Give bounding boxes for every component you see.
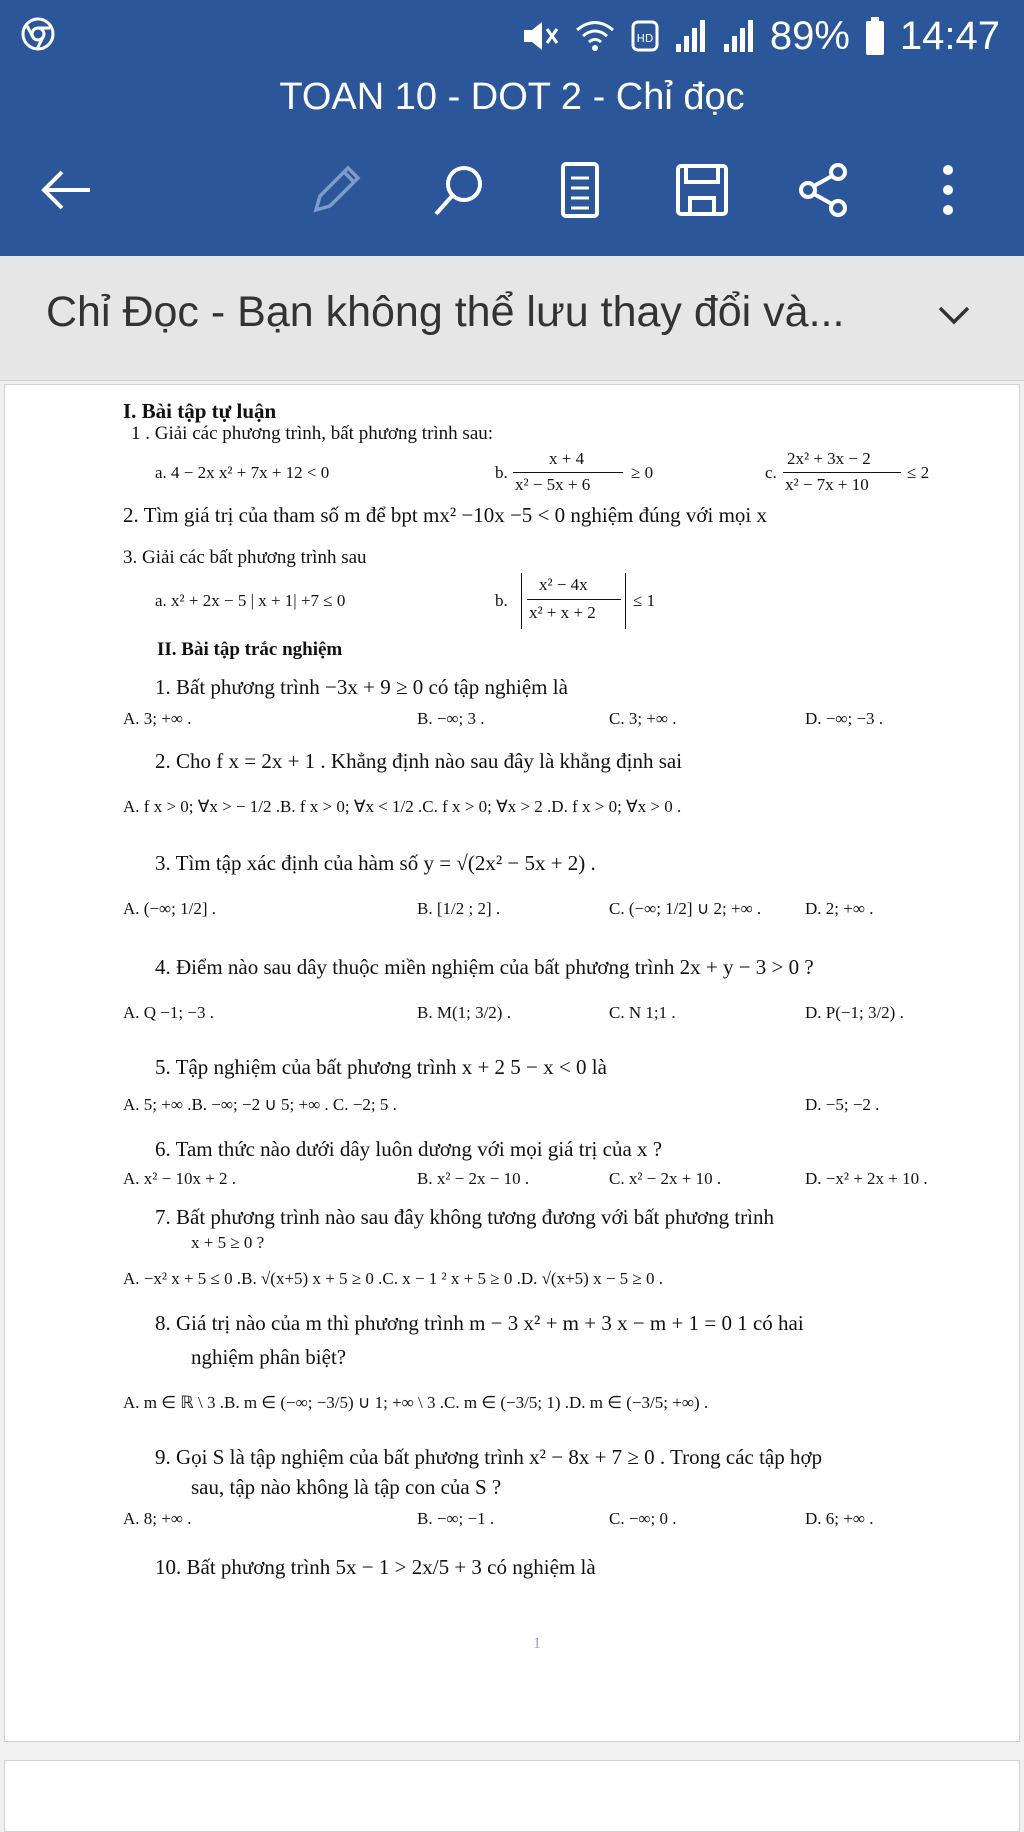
- mcq-1-option-c: C. 3; +∞ .: [609, 709, 677, 728]
- more-vert-icon: [938, 160, 958, 220]
- mcq-4: 4. Điểm nào sau dây thuộc miền nghiệm của bất phương trình 2x + y − 3 > 0 ?: [155, 955, 814, 979]
- mcq-3-option-c: C. (−∞; 1/2] ∪ 2; +∞ .: [609, 899, 762, 918]
- mcq-4-option-a: A. Q −1; −3 .: [123, 1003, 214, 1022]
- mute-icon: [520, 18, 560, 54]
- mcq-3-option-b: B. [1/2 ; 2] .: [417, 899, 501, 918]
- share-button[interactable]: [784, 150, 864, 230]
- mcq-2: 2. Cho f x = 2x + 1 . Khẳng định nào sau đây là khẳng định sai: [155, 749, 683, 773]
- mcq-8-line-2: nghiệm phân biệt?: [191, 1345, 347, 1369]
- more-options-button[interactable]: [908, 150, 988, 230]
- read-only-message: Chỉ Đọc - Bạn không thể lưu thay đổi và...: [46, 288, 845, 336]
- mcq-6-option-a: A. x² − 10x + 2 .: [123, 1169, 237, 1188]
- page-number: 1: [533, 1635, 541, 1652]
- mcq-1-option-a: A. 3; +∞ .: [123, 709, 192, 728]
- document-content: I. Bài tập tự luận 1 . Giải các phương trình, bất phương trình sau: a. 4 − 2x x² + 7x + 12 < 0 b. x + 4 x² − 5x + 6 ≥ 0 c. 2x² + 3x − 2 x² − 7x + 10 ≤ 2 2. Tìm giá trị của tham số m để bpt mx² −10x −5 < 0 nghiệm đúng với mọi x 3. Giải các bất phương trình sau a. x² + 2x − 5 | x + 1| +7 ≤ 0 b. x² − 4x x² + x + 2 ≤ 1 II. Bài tập trắc nghiệm 1. Bất phương trình −3x + 9 ≥ 0 có tập nghiệm là A. 3; +∞ . B. −∞; 3 . C. 3; +∞ . D. −∞; −3 . 2. Cho f x = 2x + 1 . Khẳng định nào sau đây là khẳng định sai A. f x > 0; ∀x > − 1/2 .B. f x > 0; ∀x < 1/2 .C. f x > 0; ∀x > 2 .D. f x > 0; ∀x > 0 . 3. Tìm tập xác định của hàm số y = √(2x² − 5x + 2) . A. (−∞; 1/2] . B. [1/2 ; 2] . C. (−∞; 1/2] ∪ 2; +∞ . D. 2; +∞ . 4. Điểm nào sau dây thuộc miền nghiệm của bất phương trình 2x + y − 3 > 0 ? A. Q −1; −3 . B. M(1; 3/2) . C. N 1;1 . D. P(−1; 3/2) . 5. Tập nghiệm của bất phương trình x + 2 5 − x < 0 là A. 5; +∞ .B. −∞; −2 ∪ 5; +∞ . C. −2; 5 . D. −5; −2 . 6. Tam thức nào dưới dây luôn dương với mọi giá trị của x ? A. x² − 10x + 2 . B. x² − 2x − 10 . C. x² − 2x + 10 . D. −x² + 2x + 10 . 7. Bất phương trình nào sau đây không tương đương với bất phương trình x + 5 ≥ 0 ? A. −x² x + 5 ≤ 0 .B. √(x+5) x + 5 ≥ 0 .C. x − 1 ² x + 5 ≥ 0 .D. √(x+5) x − 5 ≥ 0 . 8. Giá trị nào của m thì phương trình m − 3 x² + m + 3 x − m + 1 = 0 1 có hai nghiệm phân biệt? A. m ∈ ℝ \ 3 .B. m ∈ (−∞; −3/5) ∪ 1; +∞ \ 3 .C. m ∈ (−3/5; 1) .D. m ∈ (−3/5; +∞) . 9. Gọi S là tập nghiệm của bất phương trình x² − 8x + 7 ≥ 0 . Trong các tập hợp sau, tập nào không là tập con của S ? A. 8; +∞ . B. −∞; −1 . C. −∞; 0 . D. 6; +∞ . 10. Bất phương trình 5x − 1 > 2x/5 + 3 có nghiệm là 1: [123, 399, 930, 1652]
- mcq-3-option-d: D. 2; +∞ .: [805, 899, 874, 918]
- question-3: 3. Giải các bất phương trình sau: [123, 547, 367, 568]
- mcq-4-option-c: C. N 1;1 .: [609, 1003, 676, 1022]
- app-bar: [0, 0, 1024, 256]
- mcq-5: 5. Tập nghiệm của bất phương trình x + 2 5 − x < 0 là: [155, 1055, 607, 1079]
- pencil-icon: [306, 160, 366, 220]
- document-title: TOAN 10 - DOT 2 - Chỉ đọc: [279, 76, 745, 118]
- mcq-9-option-a: A. 8; +∞ .: [123, 1509, 192, 1528]
- mcq-1-option-b: B. −∞; 3 .: [417, 709, 485, 728]
- mcq-10: 10. Bất phương trình 5x − 1 > 2x/5 + 3 có nghiệm là: [155, 1555, 596, 1579]
- mcq-4-option-b: B. M(1; 3/2) .: [417, 1003, 511, 1022]
- section-heading: I. Bài tập tự luận: [123, 399, 277, 423]
- question-1a: a. 4 − 2x x² + 7x + 12 < 0: [155, 463, 330, 482]
- toolbar: [0, 150, 1024, 230]
- mcq-5-option-d: D. −5; −2 .: [805, 1095, 880, 1114]
- next-document-page[interactable]: [4, 1760, 1020, 1832]
- wifi-icon: [574, 18, 616, 54]
- mcq-9-option-c: C. −∞; 0 .: [609, 1509, 677, 1528]
- mcq-2-options: A. f x > 0; ∀x > − 1/2 .B. f x > 0; ∀x < 1/2 .C. f x > 0; ∀x > 2 .D. f x > 0; ∀x > 0 .: [123, 797, 682, 816]
- mcq-3-option-a: A. (−∞; 1/2] .: [123, 899, 217, 918]
- share-icon: [794, 160, 854, 220]
- mcq-8-options: A. m ∈ ℝ \ 3 .B. m ∈ (−∞; −3/5) ∪ 1; +∞ \ 3 .C. m ∈ (−3/5; 1) .D. m ∈ (−3/5; +∞) .: [123, 1393, 709, 1412]
- mcq-4-option-d: D. P(−1; 3/2) .: [805, 1003, 904, 1022]
- mcq-6-option-d: D. −x² + 2x + 10 .: [805, 1169, 928, 1188]
- save-button[interactable]: [662, 150, 742, 230]
- mcq-9-line-2: sau, tập nào không là tập con của S ?: [191, 1475, 502, 1499]
- search-icon: [428, 160, 488, 220]
- edit-button[interactable]: [296, 150, 376, 230]
- back-arrow-icon: [36, 165, 96, 215]
- reading-view-icon: [555, 160, 605, 220]
- save-icon: [672, 160, 732, 220]
- mcq-5-options: A. 5; +∞ .B. −∞; −2 ∪ 5; +∞ . C. −2; 5 .: [123, 1095, 397, 1114]
- mcq-1-option-d: D. −∞; −3 .: [805, 709, 884, 728]
- read-only-banner[interactable]: [0, 256, 1024, 381]
- hd-call-icon: [630, 18, 660, 54]
- question-2: 2. Tìm giá trị của tham số m để bpt mx² −10x −5 < 0 nghiệm đúng với mọi x: [123, 503, 767, 527]
- chevron-down-icon[interactable]: [934, 296, 974, 336]
- mcq-6-option-b: B. x² − 2x − 10 .: [417, 1169, 530, 1188]
- mcq-6: 6. Tam thức nào dưới dây luôn dương với mọi giá trị của x ?: [155, 1137, 663, 1161]
- search-button[interactable]: [418, 150, 498, 230]
- chrome-icon: [20, 16, 56, 52]
- document-page[interactable]: [4, 384, 1020, 1742]
- mcq-9-line-1: 9. Gọi S là tập nghiệm của bất phương trình x² − 8x + 7 ≥ 0 . Trong các tập hợp: [155, 1445, 823, 1469]
- status-icons: [520, 10, 1000, 62]
- battery-icon: [864, 16, 886, 56]
- mcq-8-line-1: 8. Giá trị nào của m thì phương trình m − 3 x² + m + 3 x − m + 1 = 0 1 có hai: [155, 1311, 804, 1335]
- clock: 14:47: [899, 13, 1000, 58]
- back-button[interactable]: [26, 150, 106, 230]
- mcq-7-line-2: x + 5 ≥ 0 ?: [191, 1233, 265, 1252]
- signal-icon: [674, 18, 708, 54]
- battery-percent: 89%: [769, 13, 850, 58]
- question-1: 1 . Giải các phương trình, bất phương trình sau:: [131, 423, 494, 444]
- mcq-9-option-b: B. −∞; −1 .: [417, 1509, 495, 1528]
- mcq-6-option-c: C. x² − 2x + 10 .: [609, 1169, 722, 1188]
- signal-icon-2: [722, 18, 756, 54]
- status-bar: [0, 0, 1024, 72]
- mcq-7-line-1: 7. Bất phương trình nào sau đây không tương đương với bất phương trình: [155, 1205, 774, 1229]
- question-3a: a. x² + 2x − 5 | x + 1| +7 ≤ 0: [155, 591, 346, 610]
- mcq-3: 3. Tìm tập xác định của hàm số y = √(2x² − 5x + 2) .: [155, 851, 596, 875]
- mcq-9-option-d: D. 6; +∞ .: [805, 1509, 874, 1528]
- svg-text:HD: HD: [636, 32, 654, 45]
- reading-view-button[interactable]: [540, 150, 620, 230]
- section-heading-2: II. Bài tập trắc nghiệm: [157, 639, 343, 660]
- mcq-1: 1. Bất phương trình −3x + 9 ≥ 0 có tập nghiệm là: [155, 675, 568, 699]
- mcq-7-options: A. −x² x + 5 ≤ 0 .B. √(x+5) x + 5 ≥ 0 .C. x − 1 ² x + 5 ≥ 0 .D. √(x+5) x − 5 ≥ 0 .: [123, 1269, 663, 1288]
